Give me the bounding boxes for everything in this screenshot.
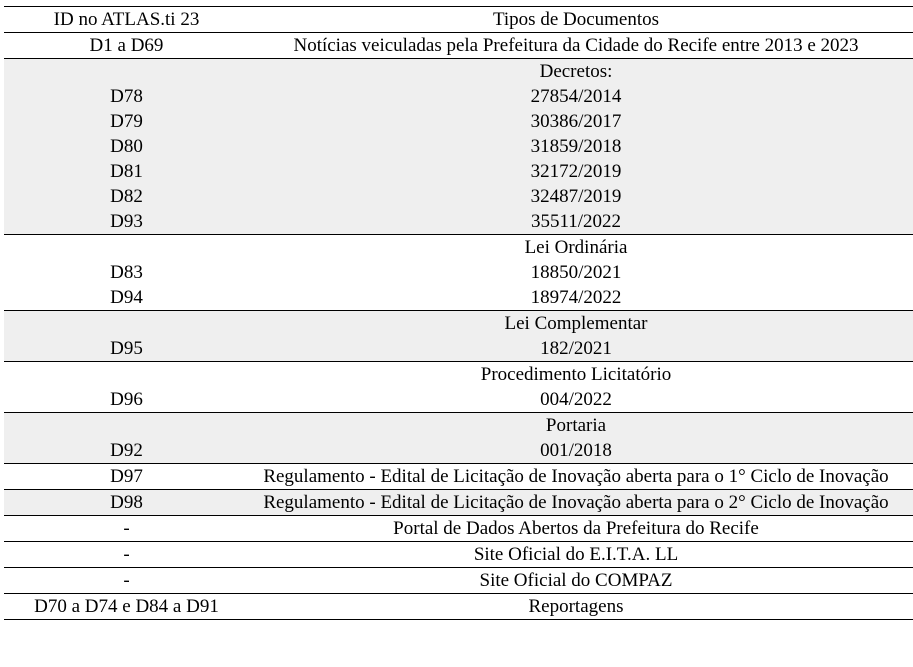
id-value: D82 <box>110 186 143 207</box>
type-value: 182/2021 <box>540 338 612 359</box>
table-row <box>4 412 913 463</box>
type-cell <box>249 362 913 412</box>
type-value: 32487/2019 <box>530 186 622 207</box>
id-cell <box>4 490 249 515</box>
header-id-label: ID no ATLAS.ti 23 <box>53 9 200 30</box>
header-type-label: Tipos de Documentos <box>492 9 660 30</box>
type-value: Portal de Dados Abertos da Prefeitura do Recife <box>393 518 759 539</box>
id-cell <box>4 362 249 412</box>
table-header-row <box>4 7 913 33</box>
type-value: Regulamento - Edital de Licitação de Inovação aberta para o 2° Ciclo de Inovação <box>263 492 889 513</box>
table-row <box>4 310 913 361</box>
id-value: D98 <box>110 492 143 513</box>
id-cell <box>4 413 249 463</box>
table-row <box>4 58 913 234</box>
id-value: D95 <box>110 338 143 359</box>
table-row <box>4 593 913 619</box>
id-value: - <box>123 518 130 539</box>
type-value: Notícias veiculadas pela Prefeitura da Cidade do Recife entre 2013 e 2023 <box>293 35 859 56</box>
id-cell <box>4 464 249 489</box>
type-value: 31859/2018 <box>530 136 622 157</box>
id-value: D78 <box>110 86 143 107</box>
type-cell <box>249 235 913 310</box>
table-row <box>4 463 913 489</box>
type-value: Regulamento - Edital de Licitação de Inovação aberta para o 1° Ciclo de Inovação <box>263 466 889 487</box>
id-cell <box>4 33 249 58</box>
type-group-title: Portaria <box>545 415 607 436</box>
id-cell <box>4 542 249 567</box>
type-cell <box>249 464 913 489</box>
type-value: 004/2022 <box>540 389 612 410</box>
id-value: D83 <box>110 262 143 283</box>
id-value: D92 <box>110 440 143 461</box>
type-value: 001/2018 <box>540 440 612 461</box>
type-group-title: Lei Ordinária <box>524 237 628 258</box>
type-cell <box>249 516 913 541</box>
type-value: 18974/2022 <box>530 287 622 308</box>
type-value: Site Oficial do E.I.T.A. LL <box>473 544 679 565</box>
type-group-title: Decretos: <box>539 61 613 82</box>
type-cell <box>249 59 913 234</box>
type-cell <box>249 33 913 58</box>
id-cell <box>4 568 249 593</box>
table-row <box>4 567 913 593</box>
type-cell <box>249 490 913 515</box>
id-value: D80 <box>110 136 143 157</box>
type-cell <box>249 568 913 593</box>
type-value: Site Oficial do COMPAZ <box>479 570 673 591</box>
table-row <box>4 489 913 515</box>
type-cell <box>249 311 913 361</box>
type-value: 32172/2019 <box>530 161 622 182</box>
id-value: D97 <box>110 466 143 487</box>
table-row <box>4 541 913 567</box>
type-cell <box>249 413 913 463</box>
id-cell <box>4 516 249 541</box>
id-value: D1 a D69 <box>89 35 164 56</box>
table-row <box>4 361 913 412</box>
id-cell <box>4 311 249 361</box>
id-value: - <box>123 544 130 565</box>
id-value: D96 <box>110 389 143 410</box>
id-value: D81 <box>110 161 143 182</box>
type-cell <box>249 542 913 567</box>
table-row <box>4 515 913 541</box>
id-value: - <box>123 570 130 591</box>
type-value: 35511/2022 <box>530 211 622 232</box>
type-value: 27854/2014 <box>530 86 622 107</box>
header-id-cell <box>4 7 249 32</box>
type-cell <box>249 594 913 619</box>
type-group-title: Procedimento Licitatório <box>480 364 672 385</box>
id-cell <box>4 235 249 310</box>
documents-table <box>4 6 913 620</box>
id-value: D79 <box>110 111 143 132</box>
id-cell <box>4 594 249 619</box>
type-group-title: Lei Complementar <box>504 313 648 334</box>
id-value: D93 <box>110 211 143 232</box>
header-type-cell <box>249 7 913 32</box>
id-value: D70 a D74 e D84 a D91 <box>34 596 219 617</box>
table-row <box>4 33 913 58</box>
type-value: 30386/2017 <box>530 111 622 132</box>
id-cell <box>4 59 249 234</box>
id-value: D94 <box>110 287 143 308</box>
table-row <box>4 234 913 310</box>
type-value: Reportagens <box>528 596 624 617</box>
type-value: 18850/2021 <box>530 262 622 283</box>
